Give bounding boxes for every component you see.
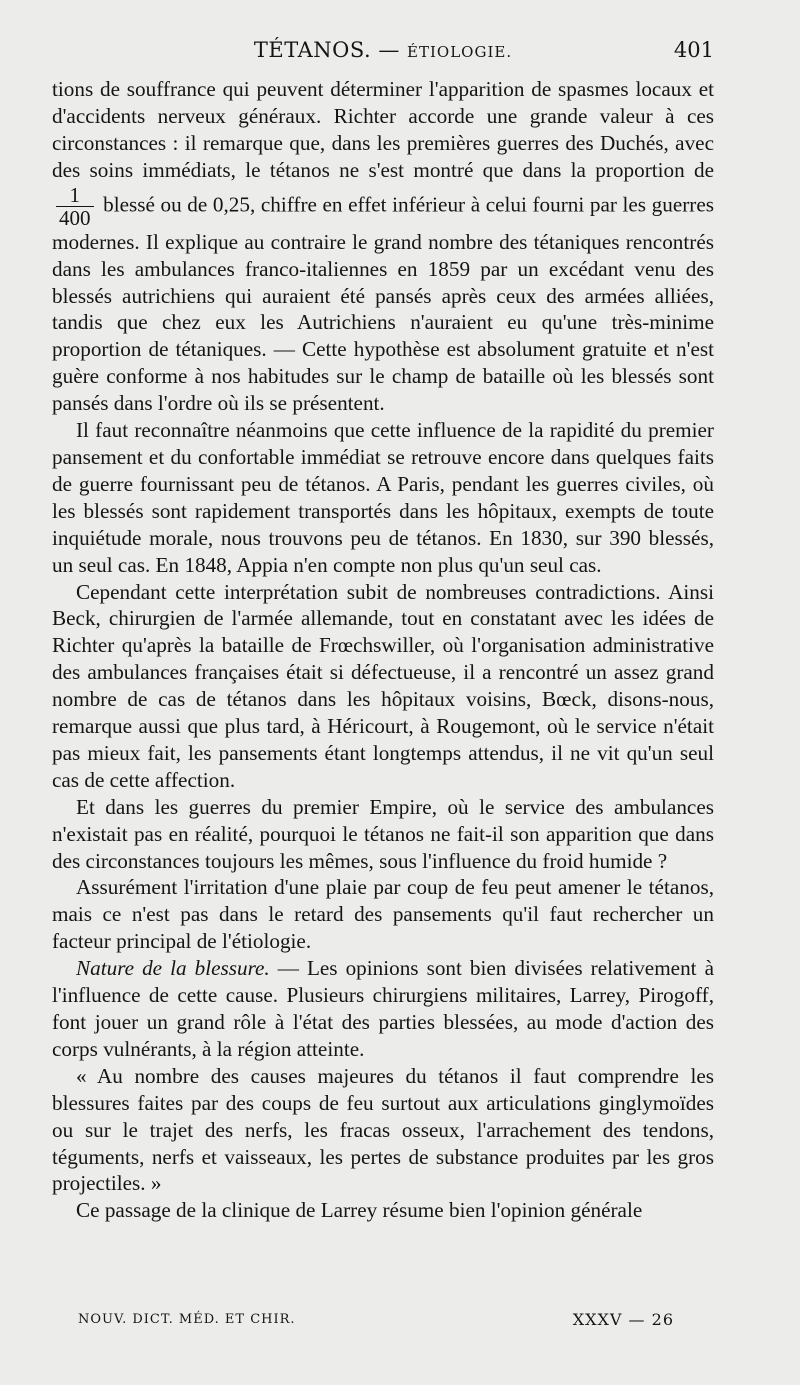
paragraph-8: Ce passage de la clinique de Larrey résume bien l'opinion générale xyxy=(76,1198,643,1223)
footer-signature: NOUV. DICT. MÉD. ET CHIR. xyxy=(78,1312,296,1327)
body-text xyxy=(52,76,714,1224)
section-heading-italic: Nature de la blessure. xyxy=(76,956,270,981)
page-footer xyxy=(52,1308,714,1332)
paragraph-4: Et dans les guerres du premier Empire, où le service des ambulances n'existait pas en réalité, pourquoi le tétanos ne fait-il son apparition que dans des circonstances toujours les mêmes, sous l'influence du froid humide ? xyxy=(52,794,714,873)
paragraph-5: Assurément l'irritation d'une plaie par coup de feu peut amener le tétanos, mais ce n'est pas dans le retard des pansements qu'il faut rechercher un facteur principal de l'étiologie. xyxy=(52,875,714,954)
paragraph-6 xyxy=(52,955,714,1063)
page-number: 401 xyxy=(673,38,714,62)
fraction xyxy=(56,184,94,229)
footer-volume-mark: XXXV — 26 xyxy=(572,1310,674,1329)
paragraph-7-quote: « Au nombre des causes majeures du tétanos il faut comprendre les blessures faites par des coups de feu surtout aux articulations ginglymoïdes ou sur le trajet des nerfs, les fracas osseux, l'arrachement des tendons, téguments, nerfs et vaisseaux, les pertes de substance produites par les gros projectiles. » xyxy=(52,1063,714,1196)
paragraph-2: Il faut reconnaître néanmoins que cette influence de la rapidité du premier pansement et du confortable immédiat se retrouve encore dans quelques faits de guerre fournissant peu de tétanos. A Paris, pendant les guerres civiles, où les blessés sont rapidement transportés dans les hôpitaux, exempts de toute inquiétude morale, nous trouvons peu de tétanos. En 1830, sur 390 blessés, un seul cas. En 1848, Appia n'en compte non plus qu'un seul cas. xyxy=(52,418,714,577)
title-sub: ÉTIOLOGIE. xyxy=(407,43,513,61)
fraction-numerator: 1 xyxy=(56,184,94,207)
fraction-denominator: 400 xyxy=(59,205,91,230)
paragraph-3: Cependant cette interprétation subit de nombreuses contradictions. Ainsi Beck, chirurgien de l'armée allemande, tout en constatant avec les idées de Richter qu'après la bataille de Frœchswiller, où l'organisation administrative des ambulances françaises était si défectueuse, il a rencontré un assez grand nombre de cas de tétanos dans les hôpitaux voisins, Bœck, disons-nous, remarque aussi que plus tard, à Héricourt, à Rougemont, où le service n'était pas mieux fait, les pansements étant longtemps attendus, il ne vit qu'un seul cas de cette affection. xyxy=(52,579,714,792)
paragraph-1 xyxy=(52,76,714,417)
paragraph-6-text: — Les opinions sont bien divisées relativement à l'influence de cette cause. Plusieurs chirurgiens militaires, Larrey, Pirogoff, font jouer un grand rôle à l'état des parties blessées, au mode d'action des corps vulnérants, à la région atteinte. xyxy=(52,956,714,1061)
paragraph-1-end: blessé ou de 0,25, chiffre en effet inférieur à celui fourni par les guerres modernes. Il explique au contraire le grand nombre des tétaniques rencontrés dans les ambulances franco-italiennes en 1859 par un excédant venu des blessés autrichiens qui auraient été pansés après ceux des armées alliées, tandis que chez eux les Autrichiens n'auraient eu qu'une très-minime proportion de tétaniques. — Cette hypothèse est absolument gratuite et n'est guère conforme à nos habitudes sur le champ de bataille où les blessés sont pansés dans l'ordre où ils se présentent. xyxy=(52,192,714,416)
paragraph-1-start: tions de souffrance qui peuvent déterminer l'apparition de spasmes locaux et d'accidents nerveux généraux. Richter accorde une grande valeur à ces circonstances : il remarque que, dans les premières guerres des Duchés, avec des soins immédiats, le tétanos ne s'est montré que dans la proportion de xyxy=(52,77,714,182)
title-main: TÉTANOS. xyxy=(253,38,372,62)
title-separator: — xyxy=(371,38,408,62)
running-header xyxy=(52,34,714,70)
running-title xyxy=(52,38,714,62)
